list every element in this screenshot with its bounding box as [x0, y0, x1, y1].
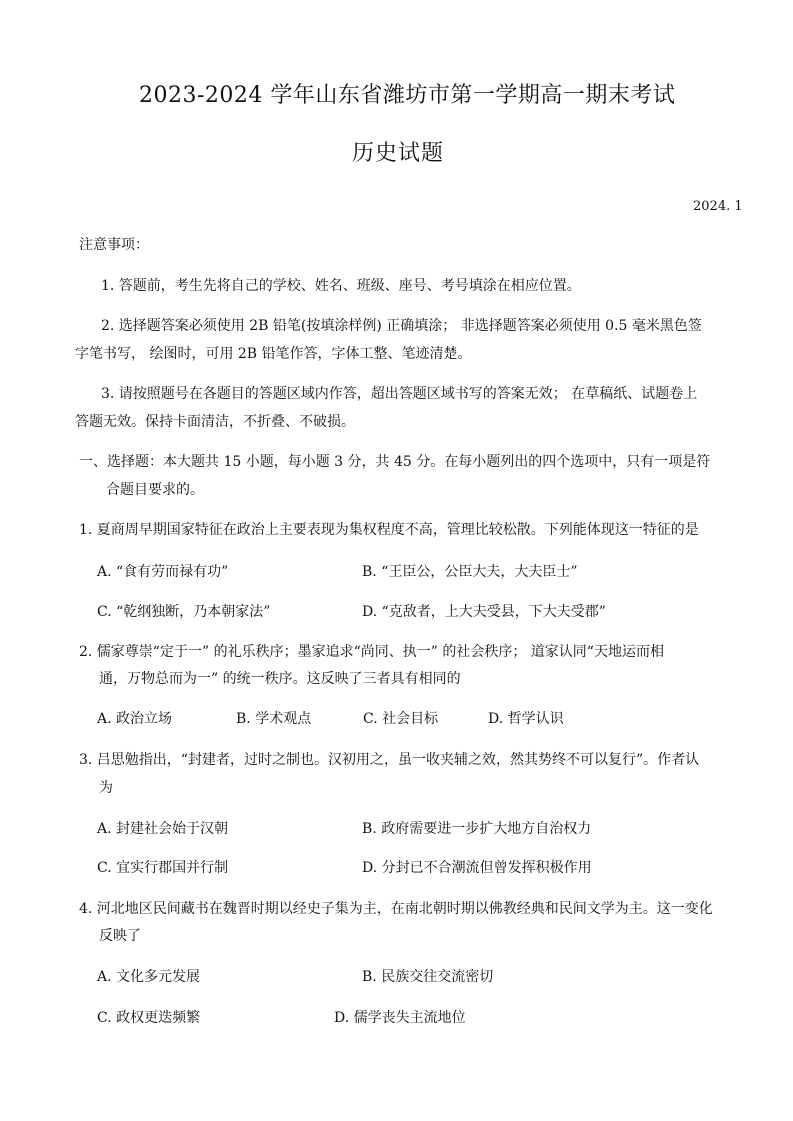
q3-option-a: A. 封建社会始于汉朝 — [97, 821, 229, 837]
q4-option-b: B. 民族交往交流密切 — [362, 969, 494, 985]
notice-item-3-line-1: 3. 请按照题号在各题目的答题区域内作答，超出答题区域书写的答案无效； 在草稿纸、试题卷上 — [101, 386, 698, 402]
q1-option-a: A. “食有劳而禄有功” — [97, 564, 229, 580]
q2-option-c: C. 社会目标 — [363, 711, 439, 727]
q3-option-b: B. 政府需要进一步扩大地方自治权力 — [362, 821, 592, 837]
q4-stem-line-1: 4. 河北地区民间藏书在魏晋时期以经史子集为主，在南北朝时期以佛教经典和民间文学为主。这一变化 — [79, 901, 713, 917]
q4-stem-line-2: 反映了 — [99, 928, 141, 944]
q2-stem-line-1: 2. 儒家尊崇“定于一” 的礼乐秩序；墨家追求“尚同、执一” 的社会秩序； 道家认同“天地运而相 — [79, 644, 664, 660]
q1-option-d: D. “克敌者，上大夫受县，下大夫受郡” — [362, 604, 606, 620]
q3-stem-line-1: 3. 吕思勉指出，“封建者，过时之制也。汉初用之，虽一收夹辅之效，然其势终不可以复行”。作者认 — [79, 752, 700, 768]
section-heading-line-1: 一、选择题：本大题共 15 小题，每小题 3 分，共 45 分。在每小题列出的四个选项中，只有一项是符 — [79, 454, 711, 470]
notice-item-1: 1. 答题前，考生先将自己的学校、姓名、班级、座号、考号填涂在相应位置。 — [101, 278, 581, 294]
q3-option-c: C. 宜实行郡国并行制 — [97, 860, 229, 876]
q1-option-b: B. “王臣公，公臣大夫，大夫臣士” — [362, 564, 578, 580]
q1-option-c: C. “乾纲独断，乃本朝家法” — [97, 604, 271, 620]
exam-title: 2023-2024 学年山东省潍坊市第一学期高一期末考试 — [139, 83, 676, 108]
q4-option-a: A. 文化多元发展 — [97, 969, 201, 985]
q2-option-a: A. 政治立场 — [97, 711, 173, 727]
q4-option-d: D. 儒学丧失主流地位 — [334, 1010, 466, 1026]
notice-item-2-line-1: 2. 选择题答案必须使用 2B 铅笔(按填涂样例) 正确填涂； 非选择题答案必须使用 0.5 毫米黑色签 — [101, 318, 702, 334]
q2-option-d: D. 哲学认识 — [488, 711, 564, 727]
q2-stem-line-2: 通，万物总而为一” 的统一秩序。这反映了三者具有相同的 — [99, 671, 461, 687]
exam-subtitle: 历史试题 — [352, 141, 445, 166]
q3-option-d: D. 分封已不合潮流但曾发挥积极作用 — [362, 860, 592, 876]
notice-heading: 注意事项： — [79, 237, 149, 253]
exam-date: 2024. 1 — [693, 199, 743, 214]
notice-item-2-line-2: 字笔书写， 绘图时，可用 2B 铅笔作答，字体工整、笔迹清楚。 — [75, 346, 472, 362]
q3-stem-line-2: 为 — [99, 780, 113, 796]
section-heading-line-2: 合题目要求的。 — [106, 482, 204, 498]
q4-option-c: C. 政权更迭频繁 — [97, 1010, 201, 1026]
notice-item-3-line-2: 答题无效。保持卡面清洁，不折叠、不破损。 — [75, 414, 355, 430]
q1-stem: 1. 夏商周早期国家特征在政治上主要表现为集权程度不高，管理比较松散。下列能体现这一特征的是 — [79, 522, 699, 538]
q2-option-b: B. 学术观点 — [236, 711, 312, 727]
